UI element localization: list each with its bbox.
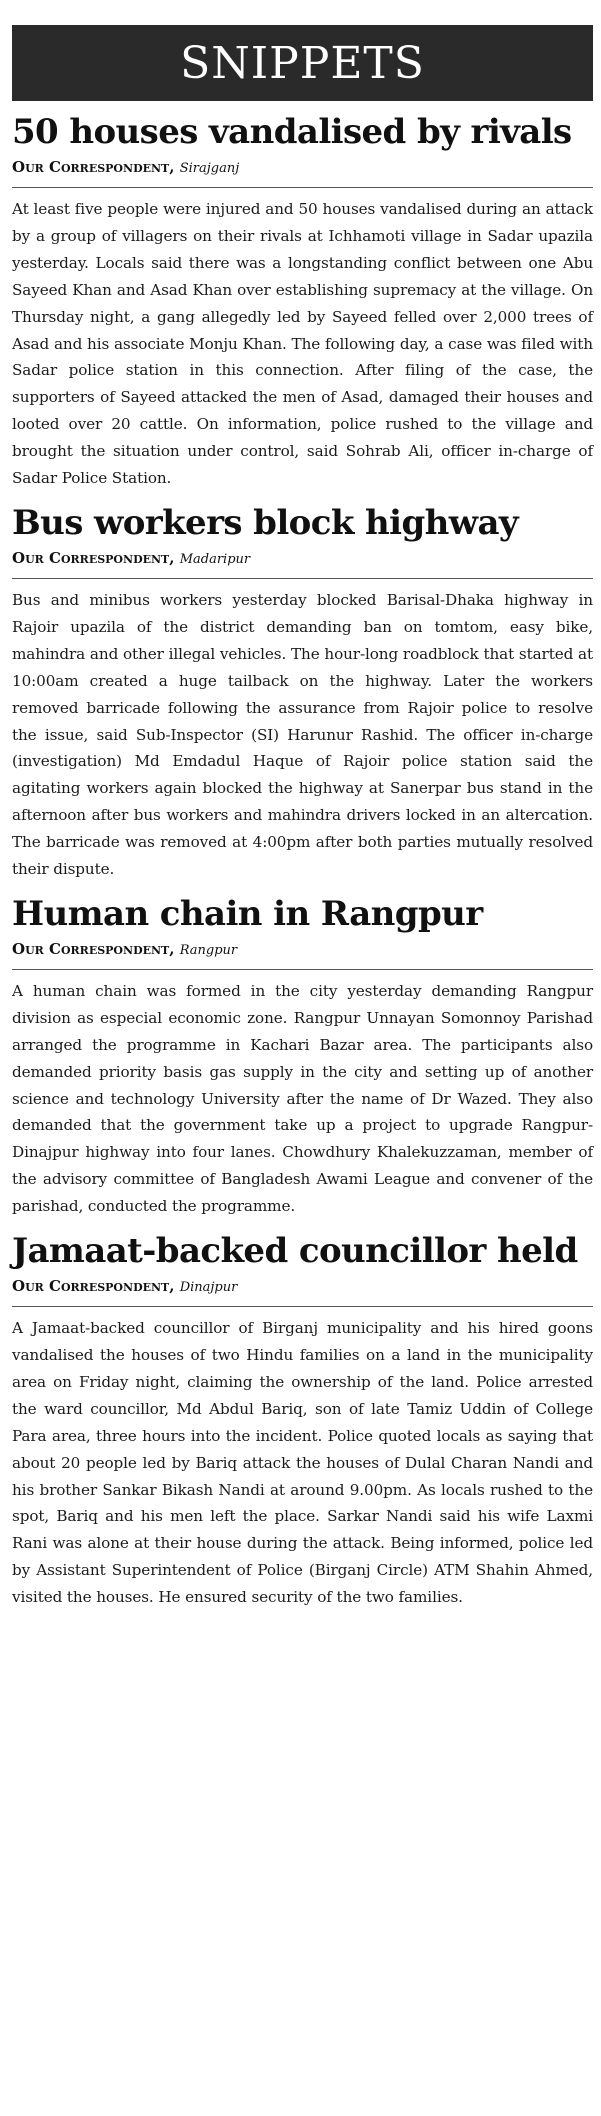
divider [12,187,593,188]
story-vandalised-houses [12,111,593,492]
byline-author: Our Correspondent, [12,548,175,567]
story-headline: Jamaat-backed councillor held [12,1231,578,1272]
divider [12,1306,593,1307]
story-headline: Human chain in Rangpur [12,893,483,934]
section-title: SNIPPETS [180,37,425,89]
story-human-chain [12,893,593,1220]
story-bus-workers [12,502,593,883]
divider [12,969,593,970]
byline-author: Our Correspondent, [12,1277,175,1296]
story-body: A human chain was formed in the city yesterday demanding Rangpur division as especial economic zone. Rangpur Unnayan Somonnoy Parishad arranged the programme in Kachari Bazar area. The participants also demanded priority basis gas supply in the city and setting up of another science and technology University after the name of Dr Wazed. They also demanded that the government take up a project to upgrade Rangpur-Dinajpur highway into four lanes. Chowdhury Khalekuzzaman, member of the advisory committee of Bangladesh Awami League and convener of the parishad, conducted the programme. [12,981,593,1216]
byline-author: Our Correspondent, [12,158,175,176]
story-byline [12,157,593,179]
story-byline [12,1276,593,1298]
byline-place: Rangpur [179,942,238,958]
story-headline: Bus workers block highway [12,502,519,543]
byline-place: Madaripur [179,551,251,567]
story-councillor-held [12,1230,593,1611]
story-byline [12,939,593,961]
story-byline [12,548,593,570]
byline-author: Our Correspondent, [12,939,175,958]
page [0,25,601,2116]
byline-place: Sirajganj [179,161,240,176]
story-headline: 50 houses vandalised by rivals [12,112,572,152]
divider [12,578,593,579]
story-body: At least five people were injured and 50 houses vandalised during an attack by a group of villagers on their rivals at Ichhamoti village in Sadar upazila yesterday. Locals said there was a longstanding conflict between one Abu Sayeed Khan and Asad Khan over establishing supremacy at the village. On Thursday night, a gang allegedly led by Sayeed felled over 2,000 trees of Asad and his associate Monju Khan. The following day, a case was filed with Sadar police station in this connection. After filing of the case, the supporters of Sayeed attacked the men of Asad, damaged their houses and looted over 20 cattle. On information, police rushed to the village and brought the situation under control, said Sohrab Ali, officer in-charge of Sadar Police Station. [12,200,593,488]
section-masthead [12,25,593,101]
story-body: A Jamaat-backed councillor of Birganj municipality and his hired goons vandalised the houses of two Hindu families on a land in the municipality area on Friday night, claiming the ownership of the land. Police arrested the ward councillor, Md Abdul Bariq, son of late Tamiz Uddin of College Para area, three hours into the incident. Police quoted locals as saying that about 20 people led by Bariq attack the houses of Dulal Charan Nandi and his brother Sankar Bikash Nandi at around 9.00pm. As locals rushed to the spot, Bariq and his men left the place. Sarkar Nandi said his wife Laxmi Rani was alone at their house during the attack. Being informed, police led by Assistant Superintendent of Police (Birganj Circle) ATM Shahin Ahmed, visited the houses. He ensured security of the two families. [12,1319,593,1607]
byline-place: Dinajpur [179,1280,238,1296]
story-body: Bus and minibus workers yesterday blocked Barisal-Dhaka highway in Rajoir upazila of the district demanding ban on tomtom, easy bike, mahindra and other illegal vehicles. The hour-long roadblock that started at 10:00am created a huge tailback on the highway. Later the workers removed barricade following the assurance from Rajoir police to resolve the issue, said Sub-Inspector (SI) Harunur Rashid. The officer in-charge (investigation) Md Emdadul Haque of Rajoir police station said the agitating workers again blocked the highway at Sanerpar bus stand in the afternoon after bus workers and mahindra drivers locked in an altercation. The barricade was removed at 4:00pm after both parties mutually resolved their dispute. [12,590,593,879]
